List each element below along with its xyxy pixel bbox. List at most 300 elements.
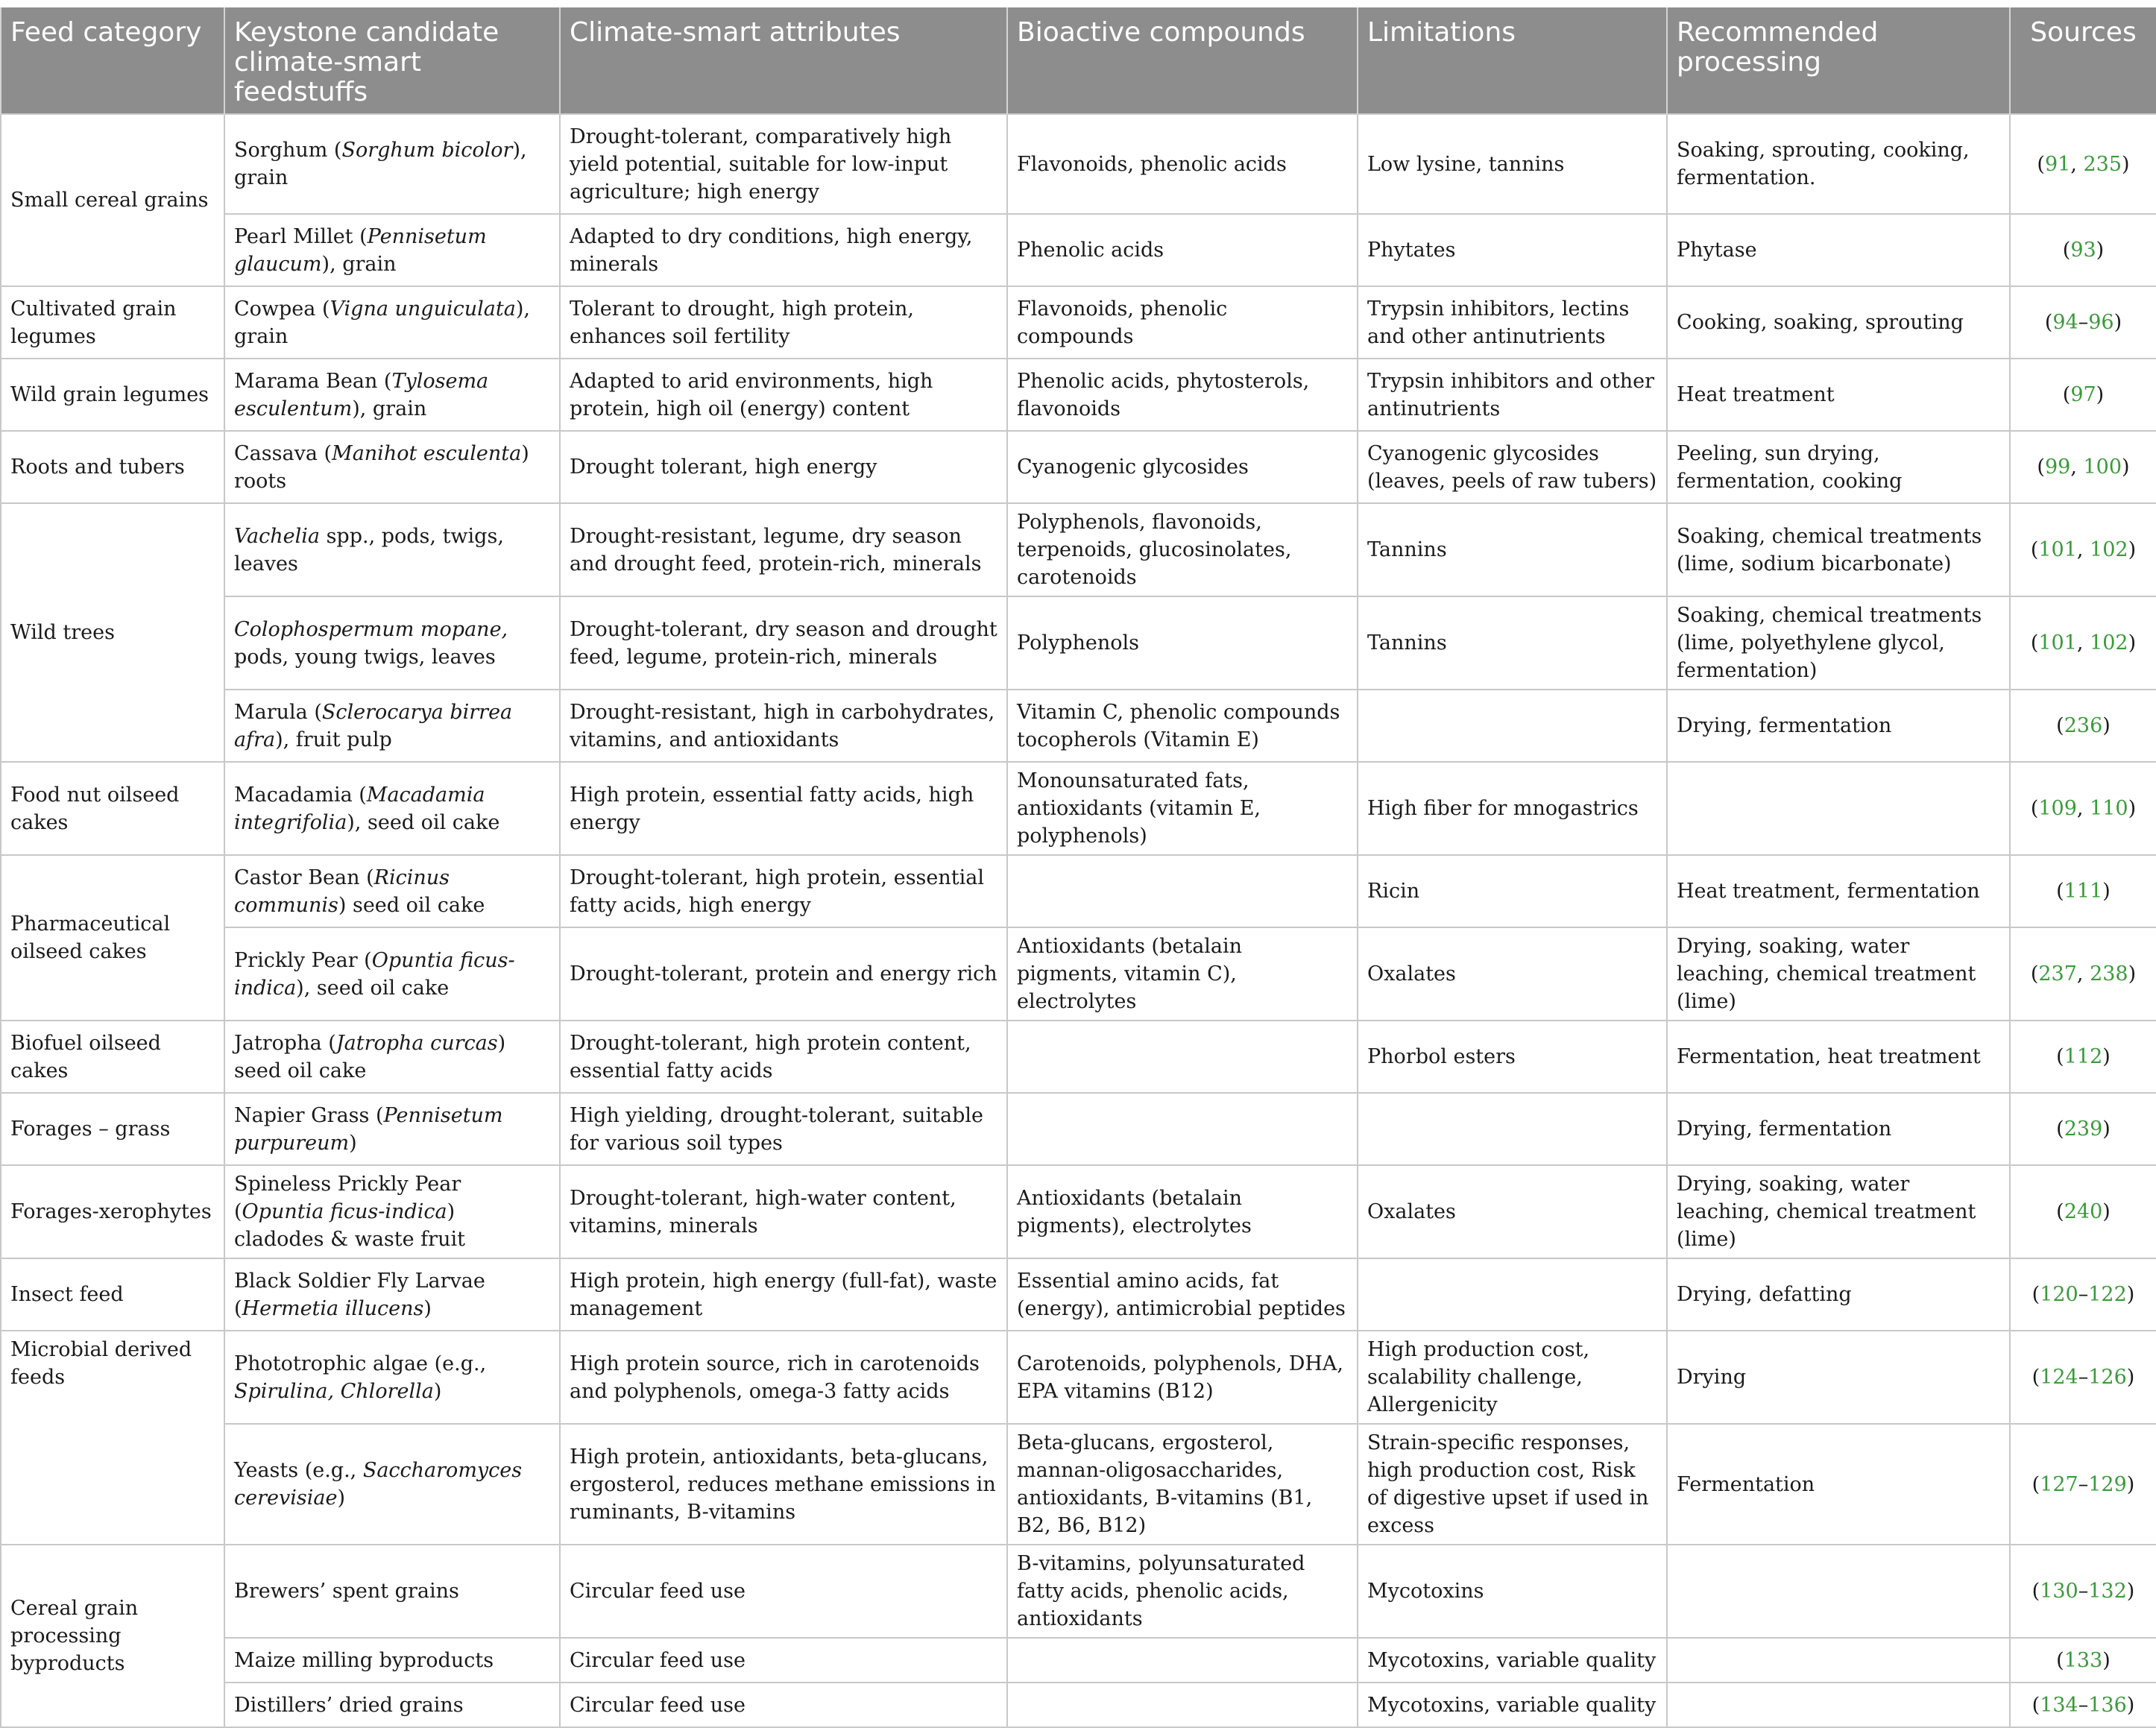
citation-link[interactable]: 132: [2088, 1580, 2127, 1603]
species-name: Hermetia illucens: [242, 1296, 424, 1320]
attributes-cell: Adapted to arid environments, high protein, high oil (energy) content: [560, 359, 1007, 431]
limitations-cell: Mycotoxins, variable quality: [1358, 1683, 1667, 1727]
feedstuff-cell: [224, 359, 560, 431]
limitations-cell: Strain-specific responses, high production cost, Risk of digestive upset if used in excess: [1358, 1424, 1667, 1545]
citation-link[interactable]: 237: [2038, 962, 2077, 986]
sources-cell: [2010, 1683, 2156, 1727]
citation-punctuation: (: [2032, 1366, 2040, 1389]
citation-punctuation: ): [2122, 152, 2130, 176]
limitations-cell: Oxalates: [1358, 1165, 1667, 1258]
attributes-cell: Drought-tolerant, high protein, essential fatty acids, high energy: [560, 855, 1007, 927]
sources-cell: [2010, 114, 2156, 214]
sources-cell: [2010, 1021, 2156, 1093]
attributes-cell: Drought tolerant, high energy: [560, 431, 1007, 503]
citation-punctuation: ,: [2070, 152, 2084, 176]
feedstuff-text: Prickly Pear (: [234, 948, 372, 972]
feedstuff-text: ): [433, 1379, 442, 1403]
species-name: Spirulina, Chlorella: [234, 1379, 434, 1403]
citation-punctuation: ): [2126, 1366, 2135, 1389]
feed-category-cell: Wild grain legumes: [1, 359, 224, 431]
processing-cell: Fermentation: [1667, 1424, 2010, 1545]
species-name: Tylosema esculentum: [234, 369, 489, 420]
citation-punctuation: (: [2037, 152, 2045, 176]
feedstuff-cell: [224, 927, 560, 1021]
citation-punctuation: ): [2096, 383, 2105, 406]
feedstuff-text: ) seed oil cake: [338, 893, 485, 917]
sources-cell: [2010, 359, 2156, 431]
citation-link[interactable]: 134: [2040, 1693, 2078, 1717]
feedstuff-cell: [224, 214, 560, 286]
citation-link[interactable]: 102: [2090, 538, 2128, 561]
feedstuff-cell: [224, 286, 560, 359]
processing-cell: Peeling, sun drying, fermentation, cooking: [1667, 431, 2010, 503]
citation-link[interactable]: 239: [2064, 1117, 2103, 1141]
feedstuff-cell: [224, 1331, 560, 1424]
feedstuff-text: ) roots: [234, 441, 529, 493]
bioactive-cell: Polyphenols: [1007, 596, 1358, 690]
feedstuff-text: ), seed oil cake: [347, 810, 500, 834]
citation-punctuation: (: [2044, 311, 2053, 334]
table-body: [1, 114, 2156, 1727]
limitations-cell: Low lysine, tannins: [1358, 114, 1667, 214]
sources-cell: [2010, 1258, 2156, 1331]
species-name: Pennisetum purpureum: [234, 1103, 503, 1155]
attributes-cell: Circular feed use: [560, 1545, 1007, 1638]
table-row: [1, 855, 2156, 927]
feedstuff-text: ): [337, 1486, 345, 1510]
table-row: [1, 1638, 2156, 1683]
species-name: Vachelia: [234, 524, 320, 548]
table-row: [1, 762, 2156, 855]
table-row: [1, 214, 2156, 286]
citation-link[interactable]: 112: [2064, 1045, 2103, 1068]
limitations-cell: Mycotoxins, variable quality: [1358, 1638, 1667, 1683]
citation-link[interactable]: 126: [2088, 1366, 2127, 1389]
table-row: [1, 114, 2156, 214]
bioactive-cell: Monounsaturated fats, antioxidants (vitamin E, polyphenols): [1007, 762, 1358, 855]
feedstuff-text: Distillers’ dried grains: [234, 1693, 464, 1717]
citation-punctuation: –: [2078, 1580, 2089, 1603]
feedstuff-cell: [224, 1424, 560, 1545]
citation-punctuation: (: [2056, 714, 2064, 737]
citation-punctuation: (: [2037, 455, 2045, 479]
citation-punctuation: (: [2032, 1283, 2040, 1306]
citation-punctuation: ): [2102, 1200, 2111, 1223]
attributes-cell: Drought-tolerant, protein and energy rich: [560, 927, 1007, 1021]
header-recommended-processing: Recommended processing: [1667, 7, 2010, 114]
citation-punctuation: ): [2126, 1580, 2135, 1603]
bioactive-cell: [1007, 1683, 1358, 1727]
species-name: Macadamia integrifolia: [234, 783, 485, 834]
processing-cell: Drying, fermentation: [1667, 690, 2010, 762]
feedstuffs-table: [0, 7, 2156, 1728]
feedstuff-cell: [224, 1093, 560, 1165]
limitations-cell: [1358, 1093, 1667, 1165]
feed-category-cell: Biofuel oilseed cakes: [1, 1021, 224, 1093]
processing-cell: Soaking, chemical treatments (lime, sodium bicarbonate): [1667, 503, 2010, 596]
header-sources: Sources: [2010, 7, 2156, 114]
sources-cell: [2010, 855, 2156, 927]
feedstuff-cell: [224, 1683, 560, 1727]
sources-cell: [2010, 762, 2156, 855]
feedstuff-text: ): [423, 1296, 432, 1320]
processing-cell: Soaking, chemical treatments (lime, polyethylene glycol, fermentation): [1667, 596, 2010, 690]
citation-punctuation: (: [2056, 880, 2064, 903]
feedstuff-text: ): [349, 1131, 357, 1155]
bioactive-cell: [1007, 1638, 1358, 1683]
sources-cell: [2010, 214, 2156, 286]
citation-punctuation: (: [2056, 1045, 2064, 1068]
feedstuff-text: Pearl Millet (: [234, 224, 368, 248]
citation-link[interactable]: 101: [2038, 631, 2077, 655]
processing-cell: [1667, 1638, 2010, 1683]
table-row: [1, 1165, 2156, 1258]
header-keystone-feedstuffs: Keystone candidate climate-smart feedstuffs: [224, 7, 560, 114]
citation-punctuation: ): [2096, 239, 2105, 262]
feed-category-cell: Wild trees: [1, 503, 224, 762]
citation-punctuation: –: [2078, 1472, 2089, 1496]
header-bioactive-compounds: Bioactive compounds: [1007, 7, 1358, 114]
citation-punctuation: –: [2078, 1366, 2089, 1389]
attributes-cell: High protein, antioxidants, beta-glucans, ergosterol, reduces methane emissions in ruminants, B-vitamins: [560, 1424, 1007, 1545]
citation-link[interactable]: 109: [2038, 797, 2077, 820]
feedstuff-text: spp., pods, twigs, leaves: [234, 524, 504, 576]
processing-cell: Fermentation, heat treatment: [1667, 1021, 2010, 1093]
citation-punctuation: ): [2126, 1472, 2135, 1496]
feedstuff-cell: [224, 855, 560, 927]
limitations-cell: High production cost, scalability challenge, Allergenicity: [1358, 1331, 1667, 1424]
citation-punctuation: ): [2128, 538, 2137, 561]
limitations-cell: [1358, 690, 1667, 762]
limitations-cell: Tannins: [1358, 503, 1667, 596]
feedstuff-text: Macadamia (: [234, 783, 367, 807]
limitations-cell: Mycotoxins: [1358, 1545, 1667, 1638]
feedstuff-cell: [224, 1545, 560, 1638]
bioactive-cell: Carotenoids, polyphenols, DHA, EPA vitamins (B12): [1007, 1331, 1358, 1424]
citation-link[interactable]: 136: [2088, 1693, 2127, 1717]
citation-link[interactable]: 102: [2090, 631, 2128, 655]
table-row: [1, 1258, 2156, 1331]
citation-link[interactable]: 122: [2088, 1283, 2127, 1306]
attributes-cell: Drought-tolerant, high protein content, essential fatty acids: [560, 1021, 1007, 1093]
citation-link[interactable]: 130: [2040, 1580, 2078, 1603]
citation-link[interactable]: 238: [2090, 962, 2128, 986]
attributes-cell: Tolerant to drought, high protein, enhances soil fertility: [560, 286, 1007, 359]
citation-link[interactable]: 93: [2070, 239, 2096, 262]
citation-link[interactable]: 96: [2088, 311, 2114, 334]
citation-punctuation: ): [2128, 797, 2137, 820]
citation-punctuation: (: [2030, 631, 2039, 655]
citation-punctuation: –: [2078, 311, 2089, 334]
table-row: [1, 596, 2156, 690]
processing-cell: Drying, soaking, water leaching, chemical treatment (lime): [1667, 927, 2010, 1021]
sources-cell: [2010, 1331, 2156, 1424]
citation-punctuation: (: [2032, 1580, 2040, 1603]
citation-punctuation: ): [2102, 714, 2111, 737]
bioactive-cell: Antioxidants (betalain pigments, vitamin C), electrolytes: [1007, 927, 1358, 1021]
citation-punctuation: (: [2062, 383, 2071, 406]
table-row: [1, 1424, 2156, 1545]
citation-punctuation: ): [2128, 962, 2137, 986]
feed-category-cell: Cultivated grain legumes: [1, 286, 224, 359]
citation-punctuation: (: [2056, 1200, 2064, 1223]
citation-link[interactable]: 110: [2090, 797, 2128, 820]
feed-category-cell: Insect feed: [1, 1258, 224, 1331]
citation-punctuation: (: [2030, 962, 2039, 986]
feedstuff-text: pods, young twigs, leaves: [234, 645, 496, 669]
feedstuff-text: Yeasts (e.g.,: [234, 1459, 363, 1482]
bioactive-cell: B-vitamins, polyunsaturated fatty acids, phenolic acids, antioxidants: [1007, 1545, 1358, 1638]
feed-category-cell: Cereal grain processing byproducts: [1, 1545, 224, 1727]
bioactive-cell: Polyphenols, flavonoids, terpenoids, glucosinolates, carotenoids: [1007, 503, 1358, 596]
processing-cell: Drying, fermentation: [1667, 1093, 2010, 1165]
citation-punctuation: ): [2102, 880, 2111, 903]
species-name: Manihot esculenta: [332, 441, 522, 465]
citation-link[interactable]: 127: [2040, 1472, 2078, 1496]
sources-cell: [2010, 286, 2156, 359]
bioactive-cell: Flavonoids, phenolic acids: [1007, 114, 1358, 214]
limitations-cell: Oxalates: [1358, 927, 1667, 1021]
citation-punctuation: (: [2056, 1648, 2064, 1672]
processing-cell: Drying: [1667, 1331, 2010, 1424]
species-name: Sorghum bicolor: [341, 139, 513, 162]
feed-category-cell: Forages-xerophytes: [1, 1165, 224, 1258]
limitations-cell: Phorbol esters: [1358, 1021, 1667, 1093]
citation-link[interactable]: 124: [2040, 1366, 2078, 1389]
table-row: [1, 359, 2156, 431]
citation-punctuation: ): [2114, 311, 2122, 334]
feedstuff-text: Sorghum (: [234, 139, 342, 162]
table-container: [0, 7, 2156, 1728]
feedstuff-cell: [224, 762, 560, 855]
citation-punctuation: (: [2030, 797, 2039, 820]
bioactive-cell: [1007, 1021, 1358, 1093]
citation-link[interactable]: 100: [2083, 455, 2122, 479]
bioactive-cell: [1007, 855, 1358, 927]
attributes-cell: High protein, high energy (full-fat), waste management: [560, 1258, 1007, 1331]
sources-cell: [2010, 1093, 2156, 1165]
feedstuff-cell: [224, 1165, 560, 1258]
processing-cell: Drying, soaking, water leaching, chemical treatment (lime): [1667, 1165, 2010, 1258]
bioactive-cell: Essential amino acids, fat (energy), antimicrobial peptides: [1007, 1258, 1358, 1331]
species-name: Ricinus communis: [234, 865, 450, 917]
feed-category-cell: Roots and tubers: [1, 431, 224, 503]
table-row: [1, 1093, 2156, 1165]
feed-category-cell: Small cereal grains: [1, 114, 224, 286]
table-row: [1, 431, 2156, 503]
citation-link[interactable]: 235: [2083, 152, 2122, 176]
sources-cell: [2010, 690, 2156, 762]
limitations-cell: Phytates: [1358, 214, 1667, 286]
feedstuff-text: Spineless Prickly Pear (: [234, 1173, 461, 1223]
feedstuff-cell: [224, 431, 560, 503]
bioactive-cell: Phenolic acids: [1007, 214, 1358, 286]
citation-link[interactable]: 129: [2088, 1472, 2127, 1496]
citation-punctuation: ): [2122, 455, 2130, 479]
feedstuff-cell: [224, 596, 560, 690]
bioactive-cell: [1007, 1093, 1358, 1165]
species-name: Opuntia ficus-indica: [234, 948, 515, 1000]
feed-category-cell: Microbial derived feeds: [1, 1331, 224, 1545]
attributes-cell: Drought-tolerant, comparatively high yield potential, suitable for low-input agriculture; high energy: [560, 114, 1007, 214]
table-header: [1, 7, 2156, 114]
sources-cell: [2010, 1165, 2156, 1258]
feedstuff-text: ) seed oil cake: [234, 1031, 506, 1082]
sources-cell: [2010, 503, 2156, 596]
limitations-cell: Trypsin inhibitors and other antinutrients: [1358, 359, 1667, 431]
processing-cell: Drying, defatting: [1667, 1258, 2010, 1331]
processing-cell: [1667, 1545, 2010, 1638]
citation-punctuation: ): [2128, 631, 2137, 655]
table-row: [1, 286, 2156, 359]
table-row: [1, 690, 2156, 762]
feedstuff-cell: [224, 503, 560, 596]
citation-punctuation: ,: [2076, 797, 2090, 820]
table-row: [1, 1331, 2156, 1424]
feedstuff-cell: [224, 1638, 560, 1683]
attributes-cell: Drought-resistant, high in carbohydrates, vitamins, and antioxidants: [560, 690, 1007, 762]
citation-punctuation: ,: [2070, 455, 2084, 479]
sources-cell: [2010, 927, 2156, 1021]
citation-punctuation: ,: [2076, 962, 2090, 986]
bioactive-cell: Phenolic acids, phytosterols, flavonoids: [1007, 359, 1358, 431]
feedstuff-text: ), grain: [352, 397, 427, 420]
feed-category-cell: Forages – grass: [1, 1093, 224, 1165]
table-row: [1, 927, 2156, 1021]
feedstuff-cell: [224, 690, 560, 762]
table-row: [1, 503, 2156, 596]
attributes-cell: High yielding, drought-tolerant, suitable for various soil types: [560, 1093, 1007, 1165]
processing-cell: Phytase: [1667, 214, 2010, 286]
feedstuff-cell: [224, 1258, 560, 1331]
bioactive-cell: Beta-glucans, ergosterol, mannan-oligosaccharides, antioxidants, B-vitamins (B1, B2, B6, B12): [1007, 1424, 1358, 1545]
bioactive-cell: Cyanogenic glycosides: [1007, 431, 1358, 503]
sources-cell: [2010, 431, 2156, 503]
attributes-cell: High protein, essential fatty acids, high energy: [560, 762, 1007, 855]
citation-link[interactable]: 240: [2064, 1200, 2103, 1223]
attributes-cell: Circular feed use: [560, 1683, 1007, 1727]
citation-link[interactable]: 94: [2052, 311, 2078, 334]
feedstuff-text: ) cladodes & waste fruit: [234, 1200, 465, 1251]
table-row: [1, 1021, 2156, 1093]
sources-cell: [2010, 596, 2156, 690]
limitations-cell: [1358, 1258, 1667, 1331]
citation-punctuation: ,: [2076, 538, 2090, 561]
species-name: Colophospermum mopane,: [234, 617, 508, 641]
species-name: Jatropha curcas: [335, 1031, 498, 1055]
feedstuff-text: ), grain: [234, 139, 527, 189]
citation-link[interactable]: 91: [2044, 152, 2071, 176]
feedstuff-text: ), grain: [234, 297, 530, 348]
citation-punctuation: (: [2032, 1472, 2040, 1496]
sources-cell: [2010, 1638, 2156, 1683]
processing-cell: Heat treatment, fermentation: [1667, 855, 2010, 927]
citation-link[interactable]: 133: [2064, 1648, 2103, 1672]
feedstuff-text: Marama Bean (: [234, 369, 392, 393]
sources-cell: [2010, 1424, 2156, 1545]
citation-punctuation: ,: [2076, 631, 2090, 655]
feedstuff-text: Brewers’ spent grains: [234, 1580, 459, 1603]
feedstuff-text: Marula (: [234, 700, 322, 724]
citation-punctuation: ): [2126, 1283, 2135, 1306]
species-name: Pennisetum glaucum: [234, 224, 487, 276]
citation-punctuation: –: [2078, 1693, 2089, 1717]
limitations-cell: Cyanogenic glycosides (leaves, peels of raw tubers): [1358, 431, 1667, 503]
feedstuff-text: Cassava (: [234, 441, 332, 465]
feed-category-cell: Pharmaceutical oilseed cakes: [1, 855, 224, 1021]
bioactive-cell: Vitamin C, phenolic compounds tocopherols (Vitamin E): [1007, 690, 1358, 762]
citation-punctuation: (: [2056, 1117, 2064, 1141]
table-row: [1, 1545, 2156, 1638]
limitations-cell: Trypsin inhibitors, lectins and other antinutrients: [1358, 286, 1667, 359]
bioactive-cell: Flavonoids, phenolic compounds: [1007, 286, 1358, 359]
feedstuff-text: Maize milling byproducts: [234, 1648, 494, 1672]
feedstuff-cell: [224, 114, 560, 214]
species-name: Sclerocarya birrea afra: [234, 700, 513, 751]
citation-punctuation: (: [2030, 538, 2039, 561]
sources-cell: [2010, 1545, 2156, 1638]
attributes-cell: Drought-tolerant, high-water content, vitamins, minerals: [560, 1165, 1007, 1258]
attributes-cell: Circular feed use: [560, 1638, 1007, 1683]
feedstuff-text: Napier Grass (: [234, 1103, 384, 1127]
species-name: Vigna unguiculata: [330, 297, 516, 321]
processing-cell: [1667, 762, 2010, 855]
limitations-cell: High fiber for mnogastrics: [1358, 762, 1667, 855]
processing-cell: [1667, 1683, 2010, 1727]
feedstuff-text: Jatropha (: [234, 1031, 336, 1055]
table-row: [1, 1683, 2156, 1727]
feedstuff-text: Cowpea (: [234, 297, 330, 321]
citation-punctuation: (: [2062, 239, 2071, 262]
species-name: Saccharomyces cerevisiae: [234, 1459, 523, 1510]
citation-punctuation: ): [2126, 1693, 2135, 1717]
header-row: [1, 7, 2156, 114]
feedstuff-text: ), fruit pulp: [275, 728, 392, 751]
citation-punctuation: ): [2102, 1117, 2111, 1141]
processing-cell: Soaking, sprouting, cooking, fermentation.: [1667, 114, 2010, 214]
processing-cell: Cooking, soaking, sprouting: [1667, 286, 2010, 359]
citation-punctuation: –: [2078, 1283, 2089, 1306]
species-name: Opuntia ficus-indica: [242, 1200, 447, 1223]
feedstuff-cell: [224, 1021, 560, 1093]
citation-link[interactable]: 101: [2038, 538, 2077, 561]
limitations-cell: Tannins: [1358, 596, 1667, 690]
citation-link[interactable]: 236: [2064, 714, 2103, 737]
attributes-cell: Drought-resistant, legume, dry season and drought feed, protein-rich, minerals: [560, 503, 1007, 596]
header-feed-category: Feed category: [1, 7, 224, 114]
citation-punctuation: (: [2032, 1693, 2040, 1717]
citation-link[interactable]: 111: [2064, 880, 2103, 903]
citation-link[interactable]: 99: [2044, 455, 2071, 479]
bioactive-cell: Antioxidants (betalain pigments), electrolytes: [1007, 1165, 1358, 1258]
citation-punctuation: ): [2102, 1045, 2111, 1068]
processing-cell: Heat treatment: [1667, 359, 2010, 431]
feedstuff-text: Black Soldier Fly Larvae (: [234, 1269, 485, 1320]
attributes-cell: Adapted to dry conditions, high energy, minerals: [560, 214, 1007, 286]
feedstuff-text: ), seed oil cake: [296, 976, 450, 1000]
citation-punctuation: ): [2102, 1648, 2111, 1672]
feed-category-cell: Food nut oilseed cakes: [1, 762, 224, 855]
feedstuff-text: Phototrophic algae (e.g.,: [234, 1352, 487, 1375]
header-climate-smart-attributes: Climate-smart attributes: [560, 7, 1007, 114]
feedstuff-text: ), grain: [321, 252, 397, 276]
limitations-cell: Ricin: [1358, 855, 1667, 927]
citation-link[interactable]: 97: [2070, 383, 2096, 406]
header-limitations: Limitations: [1358, 7, 1667, 114]
citation-link[interactable]: 120: [2040, 1283, 2078, 1306]
attributes-cell: High protein source, rich in carotenoids and polyphenols, omega-3 fatty acids: [560, 1331, 1007, 1424]
feedstuff-text: Castor Bean (: [234, 865, 374, 889]
